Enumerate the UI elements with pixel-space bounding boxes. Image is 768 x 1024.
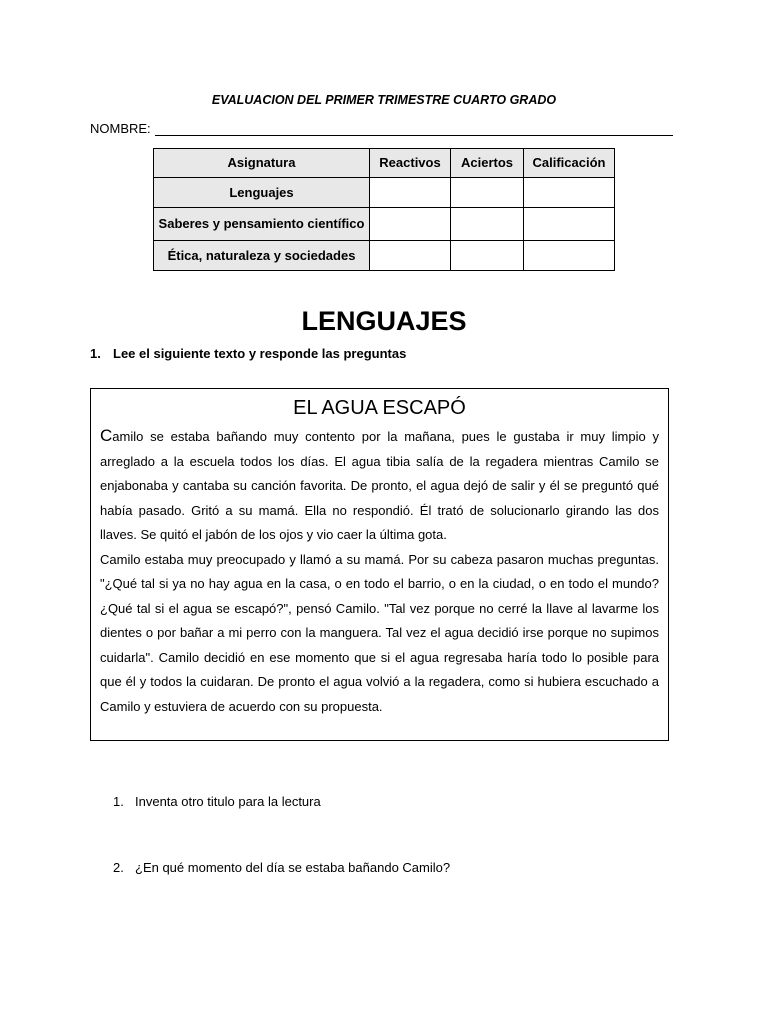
aciertos-cell[interactable]	[451, 208, 524, 241]
calificacion-cell[interactable]	[524, 178, 615, 208]
table-header-row	[154, 149, 615, 178]
question-text: Inventa otro titulo para la lectura	[135, 794, 321, 809]
instruction-text: Lee el siguiente texto y responde las preguntas	[113, 346, 407, 361]
reactivos-cell[interactable]	[370, 208, 451, 241]
question-number: 2.	[113, 860, 124, 875]
reading-paragraph: Camilo estaba muy preocupado y llamó a su mamá. Por su cabeza pasaron muchas preguntas. "¿Qué tal si ya no hay agua en la casa, o en todo el barrio, o en la ciudad, o en todo el mundo? ¿Qué tal si el agua se escapó?", pensó Camilo. "Tal vez porque no cerré la llave al lavarme los dientes o por bañar a mi perro con la manguera. Tal vez el agua decidió irse porque no supimos cuidarla". Camilo decidió en ese momento que si el agua regresaba haría todo lo posible para que él y todos la cuidaran. De pronto el agua volvió a la regadera, como si hubiera escuchado a Camilo y estuviera de acuerdo con su propuesta.	[100, 551, 659, 714]
paragraph-first-letter: C	[100, 426, 113, 445]
instruction-number: 1.	[90, 346, 101, 361]
table-row	[154, 208, 615, 241]
reactivos-cell[interactable]	[370, 178, 451, 208]
paragraph-text: amilo se estaba bañando muy contento por la mañana, pues le gustaba ir muy limpio y arreglado a la escuela todos los días. El agua tibia salía de la regadera mientras Camilo se enjabonaba y cantaba su canción favorita. De pronto, el agua dejó de salir y él se preguntó qué había pasado. Gritó a su mamá. Ella no respondió. Él trató de solucionarlo girando las dos llaves. Se quitó el jabón de los ojos y vio caer la última gota.	[100, 429, 659, 542]
aciertos-cell[interactable]	[451, 178, 524, 208]
name-blank-line[interactable]	[155, 121, 673, 136]
reading-title: EL AGUA ESCAPÓ	[293, 397, 466, 419]
name-field[interactable]	[90, 121, 673, 136]
question-item	[113, 794, 321, 809]
header-reactivos: Reactivos	[370, 149, 451, 178]
question-text: ¿En qué momento del día se estaba bañando Camilo?	[135, 860, 451, 875]
reading-box	[90, 388, 669, 741]
table-row	[154, 241, 615, 271]
instruction	[90, 346, 406, 361]
grades-table	[153, 148, 615, 271]
exam-title: EVALUACION DEL PRIMER TRIMESTRE CUARTO GRADO	[211, 93, 557, 107]
reactivos-cell[interactable]	[370, 241, 451, 271]
header-calificacion: Calificación	[524, 149, 615, 178]
subject-cell: Saberes y pensamiento científico	[154, 208, 370, 241]
subject-cell: Ética, naturaleza y sociedades	[154, 241, 370, 271]
reading-paragraph	[100, 424, 659, 548]
header-aciertos: Aciertos	[451, 149, 524, 178]
question-number: 1.	[113, 794, 124, 809]
question-item	[113, 860, 450, 875]
calificacion-cell[interactable]	[524, 208, 615, 241]
reading-text	[100, 424, 659, 719]
section-title: LENGUAJES	[301, 306, 467, 336]
calificacion-cell[interactable]	[524, 241, 615, 271]
table-row	[154, 178, 615, 208]
name-label: NOMBRE:	[90, 121, 151, 136]
header-asignatura: Asignatura	[154, 149, 370, 178]
aciertos-cell[interactable]	[451, 241, 524, 271]
subject-cell: Lenguajes	[154, 178, 370, 208]
